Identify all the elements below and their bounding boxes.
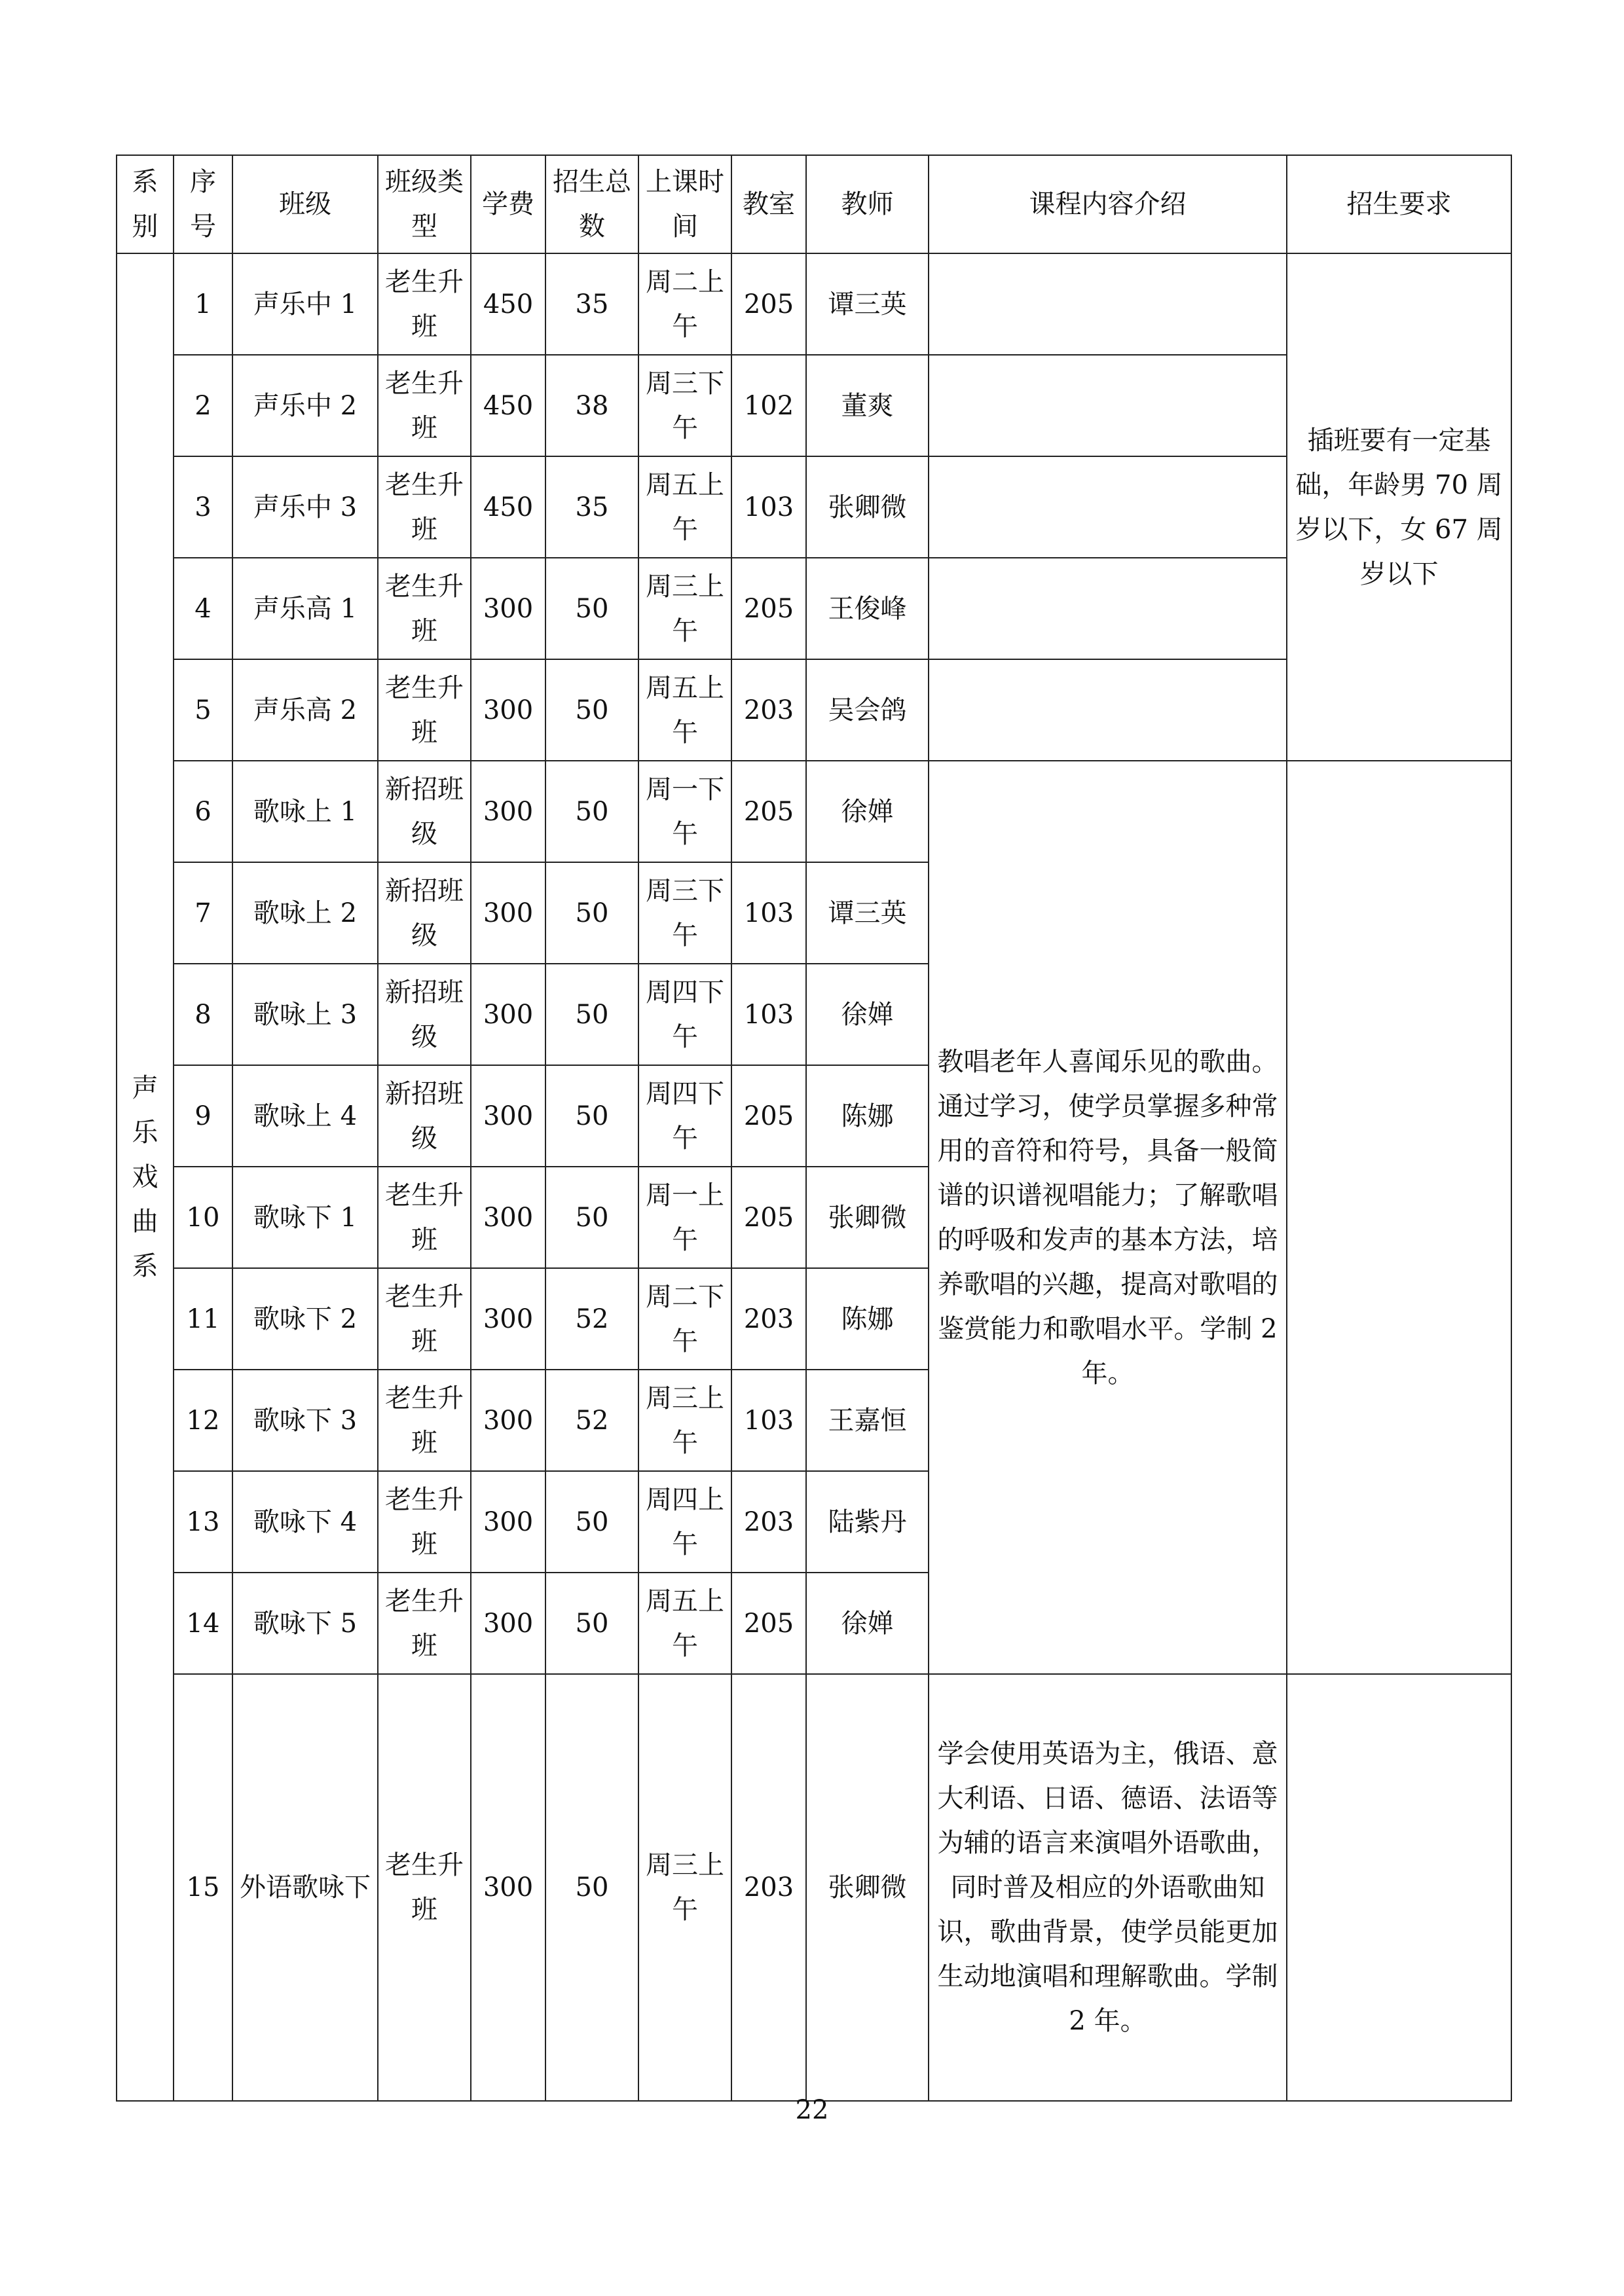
room-cell: 205 — [731, 1167, 806, 1268]
fee-cell: 300 — [471, 964, 545, 1065]
seq-cell: 10 — [174, 1167, 232, 1268]
room-cell: 103 — [731, 1370, 806, 1471]
course-intro-cell: 教唱老年人喜闻乐见的歌曲。通过学习，使学员掌握多种常用的音符和符号，具备一般简谱的识谱视唱能力；了解歌唱的呼吸和发声的基本方法，培养歌唱的兴趣，提高对歌唱的鉴赏能力和歌唱水平。学制 2 年。 — [929, 761, 1287, 1674]
quota-cell: 52 — [545, 1370, 638, 1471]
seq-cell: 1 — [174, 253, 232, 355]
fee-cell: 300 — [471, 761, 545, 862]
table-row — [117, 1674, 1511, 2101]
teacher-cell: 张卿微 — [806, 456, 929, 558]
seq-cell: 15 — [174, 1674, 232, 2101]
teacher-cell: 谭三英 — [806, 862, 929, 964]
quota-cell: 35 — [545, 253, 638, 355]
teacher-cell: 徐婵 — [806, 761, 929, 862]
table-row — [117, 761, 1511, 862]
intro-cell-empty — [929, 456, 1287, 558]
teacher-cell: 陈娜 — [806, 1268, 929, 1370]
fee-cell: 300 — [471, 1471, 545, 1573]
page-number: 22 — [795, 2095, 829, 2125]
type-cell: 老生升班 — [378, 1573, 471, 1674]
intro-cell-empty — [929, 659, 1287, 761]
class-cell: 声乐中 2 — [232, 355, 378, 456]
fee-cell: 450 — [471, 456, 545, 558]
room-cell: 203 — [731, 1471, 806, 1573]
class-cell: 歌咏下 4 — [232, 1471, 378, 1573]
class-cell: 声乐高 2 — [232, 659, 378, 761]
fee-cell: 300 — [471, 1167, 545, 1268]
type-cell: 新招班级 — [378, 1065, 471, 1167]
type-cell: 老生升班 — [378, 253, 471, 355]
teacher-cell: 陈娜 — [806, 1065, 929, 1167]
type-cell: 老生升班 — [378, 1674, 471, 2101]
room-cell: 205 — [731, 761, 806, 862]
type-cell: 新招班级 — [378, 964, 471, 1065]
seq-cell: 11 — [174, 1268, 232, 1370]
intro-cell-empty — [929, 355, 1287, 456]
type-cell: 老生升班 — [378, 659, 471, 761]
quota-cell: 50 — [545, 1674, 638, 2101]
fee-cell: 300 — [471, 1370, 545, 1471]
teacher-cell: 张卿微 — [806, 1674, 929, 2101]
class-cell: 声乐中 3 — [232, 456, 378, 558]
quota-cell: 50 — [545, 1573, 638, 1674]
fee-cell: 300 — [471, 659, 545, 761]
time-cell: 周四上午 — [638, 1471, 731, 1573]
quota-cell: 38 — [545, 355, 638, 456]
quota-cell: 50 — [545, 862, 638, 964]
room-cell: 103 — [731, 862, 806, 964]
class-cell: 歌咏下 2 — [232, 1268, 378, 1370]
seq-cell: 9 — [174, 1065, 232, 1167]
class-cell: 歌咏上 4 — [232, 1065, 378, 1167]
room-cell: 103 — [731, 964, 806, 1065]
class-cell: 声乐高 1 — [232, 558, 378, 659]
requirement-cell-empty — [1287, 761, 1511, 1674]
requirement-cell-empty — [1287, 1674, 1511, 2101]
class-cell: 歌咏上 3 — [232, 964, 378, 1065]
type-cell: 新招班级 — [378, 862, 471, 964]
class-cell: 外语歌咏下 — [232, 1674, 378, 2101]
time-cell: 周二下午 — [638, 1268, 731, 1370]
type-cell: 老生升班 — [378, 558, 471, 659]
header-quota: 招生总数 — [545, 155, 638, 253]
room-cell: 205 — [731, 1573, 806, 1674]
class-cell: 歌咏上 1 — [232, 761, 378, 862]
header-class: 班级 — [232, 155, 378, 253]
fee-cell: 450 — [471, 355, 545, 456]
time-cell: 周五上午 — [638, 659, 731, 761]
seq-cell: 4 — [174, 558, 232, 659]
quota-cell: 50 — [545, 1471, 638, 1573]
room-cell: 203 — [731, 659, 806, 761]
header-req: 招生要求 — [1287, 155, 1511, 253]
seq-cell: 12 — [174, 1370, 232, 1471]
fee-cell: 300 — [471, 862, 545, 964]
seq-cell: 14 — [174, 1573, 232, 1674]
time-cell: 周五上午 — [638, 1573, 731, 1674]
type-cell: 老生升班 — [378, 1268, 471, 1370]
header-time: 上课时间 — [638, 155, 731, 253]
course-table — [116, 155, 1512, 2102]
fee-cell: 300 — [471, 558, 545, 659]
teacher-cell: 董爽 — [806, 355, 929, 456]
header-row — [117, 155, 1511, 253]
seq-cell: 13 — [174, 1471, 232, 1573]
type-cell: 新招班级 — [378, 761, 471, 862]
room-cell: 205 — [731, 558, 806, 659]
time-cell: 周三下午 — [638, 355, 731, 456]
header-seq: 序号 — [174, 155, 232, 253]
fee-cell: 300 — [471, 1674, 545, 2101]
room-cell: 205 — [731, 1065, 806, 1167]
time-cell: 周一下午 — [638, 761, 731, 862]
teacher-cell: 徐婵 — [806, 1573, 929, 1674]
time-cell: 周三上午 — [638, 1674, 731, 2101]
time-cell: 周二上午 — [638, 253, 731, 355]
quota-cell: 50 — [545, 1167, 638, 1268]
type-cell: 老生升班 — [378, 1370, 471, 1471]
time-cell: 周五上午 — [638, 456, 731, 558]
department-cell: 声乐戏曲系 — [117, 253, 174, 2101]
room-cell: 203 — [731, 1674, 806, 2101]
type-cell: 老生升班 — [378, 456, 471, 558]
room-cell: 203 — [731, 1268, 806, 1370]
seq-cell: 2 — [174, 355, 232, 456]
time-cell: 周三上午 — [638, 558, 731, 659]
seq-cell: 7 — [174, 862, 232, 964]
quota-cell: 50 — [545, 761, 638, 862]
requirement-cell: 插班要有一定基础，年龄男 70 周岁以下，女 67 周岁以下 — [1287, 253, 1511, 761]
header-fee: 学费 — [471, 155, 545, 253]
quota-cell: 50 — [545, 659, 638, 761]
table-row — [117, 253, 1511, 355]
time-cell: 周四下午 — [638, 964, 731, 1065]
teacher-cell: 张卿微 — [806, 1167, 929, 1268]
class-cell: 歌咏下 3 — [232, 1370, 378, 1471]
header-room: 教室 — [731, 155, 806, 253]
time-cell: 周三下午 — [638, 862, 731, 964]
teacher-cell: 谭三英 — [806, 253, 929, 355]
teacher-cell: 王嘉恒 — [806, 1370, 929, 1471]
time-cell: 周四下午 — [638, 1065, 731, 1167]
room-cell: 103 — [731, 456, 806, 558]
class-cell: 歌咏上 2 — [232, 862, 378, 964]
intro-cell-empty — [929, 253, 1287, 355]
time-cell: 周三上午 — [638, 1370, 731, 1471]
type-cell: 老生升班 — [378, 1167, 471, 1268]
time-cell: 周一上午 — [638, 1167, 731, 1268]
course-intro-cell: 学会使用英语为主，俄语、意大利语、日语、德语、法语等为辅的语言来演唱外语歌曲，同时普及相应的外语歌曲知识，歌曲背景，使学员能更加生动地演唱和理解歌曲。学制 2 年。 — [929, 1674, 1287, 2101]
quota-cell: 35 — [545, 456, 638, 558]
seq-cell: 6 — [174, 761, 232, 862]
seq-cell: 5 — [174, 659, 232, 761]
teacher-cell: 王俊峰 — [806, 558, 929, 659]
quota-cell: 52 — [545, 1268, 638, 1370]
header-dept: 系别 — [117, 155, 174, 253]
seq-cell: 3 — [174, 456, 232, 558]
class-cell: 歌咏下 1 — [232, 1167, 378, 1268]
class-cell: 声乐中 1 — [232, 253, 378, 355]
fee-cell: 300 — [471, 1268, 545, 1370]
room-cell: 102 — [731, 355, 806, 456]
header-intro: 课程内容介绍 — [929, 155, 1287, 253]
class-cell: 歌咏下 5 — [232, 1573, 378, 1674]
header-class-type: 班级类型 — [378, 155, 471, 253]
room-cell: 205 — [731, 253, 806, 355]
intro-cell-empty — [929, 558, 1287, 659]
header-teacher: 教师 — [806, 155, 929, 253]
quota-cell: 50 — [545, 558, 638, 659]
fee-cell: 300 — [471, 1065, 545, 1167]
quota-cell: 50 — [545, 964, 638, 1065]
fee-cell: 300 — [471, 1573, 545, 1674]
teacher-cell: 陆紫丹 — [806, 1471, 929, 1573]
teacher-cell: 吴会鸽 — [806, 659, 929, 761]
fee-cell: 450 — [471, 253, 545, 355]
teacher-cell: 徐婵 — [806, 964, 929, 1065]
type-cell: 老生升班 — [378, 355, 471, 456]
seq-cell: 8 — [174, 964, 232, 1065]
type-cell: 老生升班 — [378, 1471, 471, 1573]
quota-cell: 50 — [545, 1065, 638, 1167]
